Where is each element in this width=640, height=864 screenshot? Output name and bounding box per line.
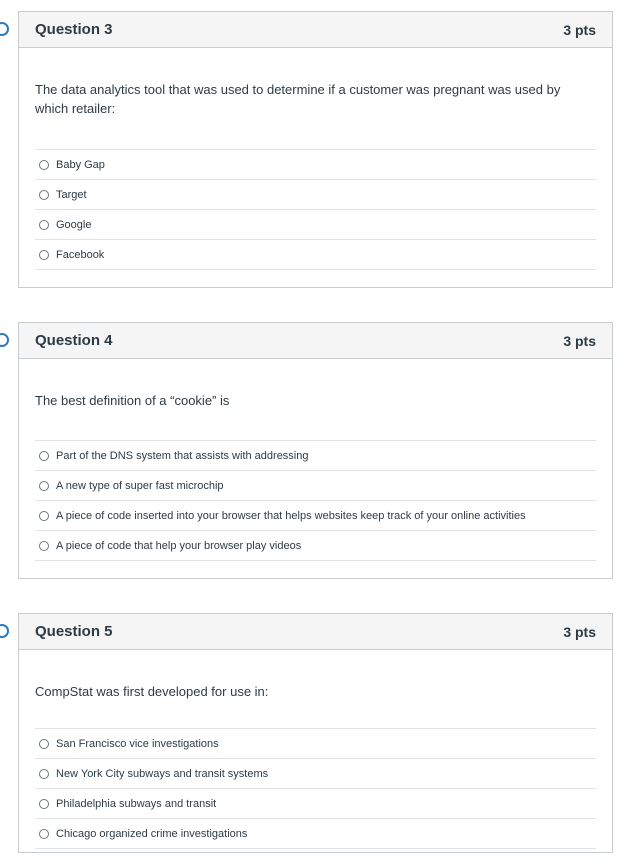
answer-option[interactable] <box>35 150 596 180</box>
answer-option[interactable] <box>35 819 596 849</box>
answer-option[interactable] <box>35 759 596 789</box>
question-3-text: The data analytics tool that was used to determine if a customer was pregnant was used by which retailer: <box>35 82 561 116</box>
radio-button-icon[interactable] <box>39 541 49 551</box>
radio-button-icon[interactable] <box>39 481 49 491</box>
radio-button-icon[interactable] <box>39 220 49 230</box>
answer-label: A piece of code that help your browser play videos <box>56 539 302 552</box>
answer-label: Google <box>56 218 92 231</box>
question-4-points: 3 pts <box>563 332 596 349</box>
question-4-answers <box>35 440 596 561</box>
radio-button-icon[interactable] <box>39 160 49 170</box>
radio-button-icon[interactable] <box>39 739 49 749</box>
answer-option[interactable] <box>35 210 596 240</box>
question-5-points: 3 pts <box>563 623 596 640</box>
radio-button-icon[interactable] <box>39 769 49 779</box>
answer-label: Baby Gap <box>56 158 105 171</box>
answer-label: A piece of code inserted into your browser that helps websites keep track of your online activities <box>56 509 526 522</box>
question-3-header <box>19 12 612 48</box>
answer-option[interactable] <box>35 531 596 561</box>
question-4-title: Question 4 <box>35 332 113 349</box>
answer-option[interactable] <box>35 501 596 531</box>
question-4 <box>18 322 613 579</box>
question-3-body <box>19 48 612 270</box>
question-5-answers <box>35 728 596 849</box>
answer-option[interactable] <box>35 441 596 471</box>
question-5-title: Question 5 <box>35 623 113 640</box>
answer-label: Philadelphia subways and transit <box>56 797 217 810</box>
question-5 <box>18 613 613 853</box>
answer-label: Target <box>56 188 87 201</box>
answer-label: New York City subways and transit systems <box>56 767 269 780</box>
answer-label: Facebook <box>56 248 105 261</box>
answer-label: San Francisco vice investigations <box>56 737 219 750</box>
radio-button-icon[interactable] <box>39 799 49 809</box>
question-5-header <box>19 614 612 650</box>
radio-button-icon[interactable] <box>39 829 49 839</box>
answer-option[interactable] <box>35 729 596 759</box>
question-4-body <box>19 359 612 561</box>
answer-option[interactable] <box>35 180 596 210</box>
answer-option[interactable] <box>35 789 596 819</box>
question-5-body <box>19 650 612 849</box>
radio-button-icon[interactable] <box>39 250 49 260</box>
question-4-marker-icon <box>0 333 9 347</box>
question-4-header <box>19 323 612 359</box>
question-3-points: 3 pts <box>563 21 596 38</box>
question-5-marker-icon <box>0 624 9 638</box>
answer-option[interactable] <box>35 471 596 501</box>
radio-button-icon[interactable] <box>39 190 49 200</box>
radio-button-icon[interactable] <box>39 451 49 461</box>
answer-option[interactable] <box>35 240 596 270</box>
question-3 <box>18 11 613 288</box>
question-4-text: The best definition of a “cookie” is <box>35 393 230 408</box>
answer-label: A new type of super fast microchip <box>56 479 224 492</box>
question-3-title: Question 3 <box>35 21 113 38</box>
question-3-answers <box>35 149 596 270</box>
radio-button-icon[interactable] <box>39 511 49 521</box>
answer-label: Part of the DNS system that assists with addressing <box>56 449 309 462</box>
answer-label: Chicago organized crime investigations <box>56 827 248 840</box>
question-5-text: CompStat was first developed for use in: <box>35 684 269 699</box>
question-3-marker-icon <box>0 22 9 36</box>
